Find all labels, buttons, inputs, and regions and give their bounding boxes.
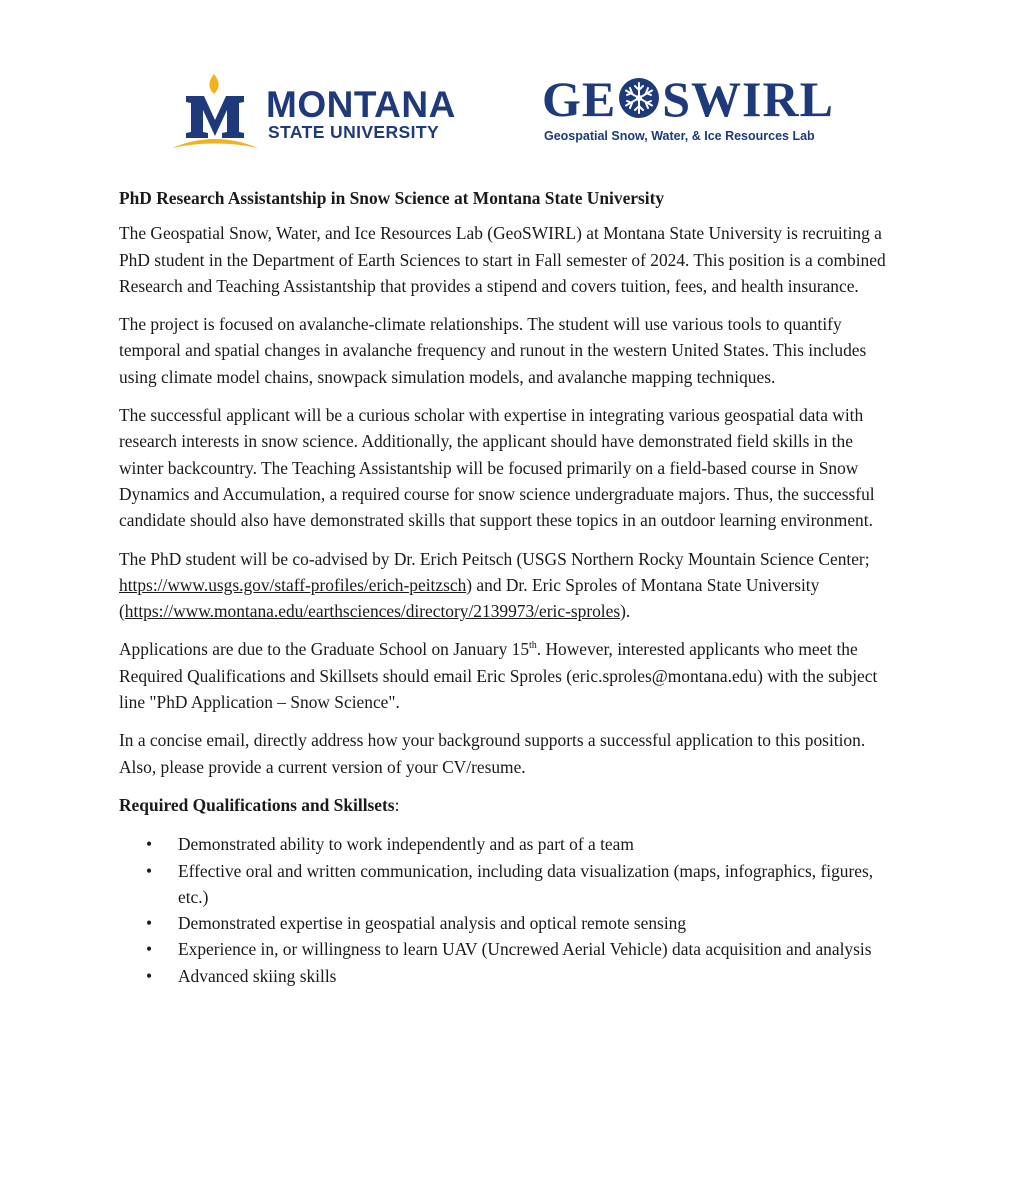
- msu-profile-link[interactable]: https://www.montana.edu/earthsciences/directory/2139973/eric-sproles: [124, 601, 621, 622]
- paragraph-intro: The Geospatial Snow, Water, and Ice Resources Lab (GeoSWIRL) at Montana State University is recruiting a PhD student in the Department of Earth Sciences to start in Fall semester of 2024. This position is a combined Research and Teaching Assistantship that provides a stipend and covers tuition, fees, and health insurance.: [119, 223, 886, 296]
- bullet-icon: •: [146, 860, 153, 881]
- msu-mark-icon: [170, 72, 260, 152]
- applications-text-b: . However, interested applicants who meet the Required Qualifications and Skillsets should email Eric Sproles (eric.sproles@montana.edu) with the subject line "PhD Application – Snow Science".: [119, 639, 878, 713]
- list-item: [119, 858, 894, 911]
- bullet-icon: •: [146, 939, 153, 960]
- list-item-text: Demonstrated expertise in geospatial analysis and optical remote sensing: [178, 913, 687, 934]
- paragraph-advisors: [119, 546, 894, 625]
- list-item-text: Demonstrated ability to work independently and as part of a team: [178, 834, 634, 855]
- list-item: [119, 831, 894, 857]
- header-logos: [0, 66, 1009, 156]
- usgs-profile-link[interactable]: https://www.usgs.gov/staff-profiles/erich-peitzsch: [119, 574, 467, 595]
- paragraph-project: The project is focused on avalanche-climate relationships. The student will use various tools to quantify temporal and spatial changes in avalanche frequency and runout in the western United States. This includes using climate model chains, snowpack simulation models, and avalanche mapping techniques.: [119, 314, 867, 387]
- list-item-text: Advanced skiing skills: [178, 965, 337, 986]
- msu-logo-line2: STATE UNIVERSITY: [268, 122, 440, 142]
- requirements-heading-suffix: :: [394, 794, 400, 815]
- document-body: [119, 185, 894, 989]
- ordinal-suffix: th: [529, 640, 537, 652]
- paragraph-email: In a concise email, directly address how your background supports a successful application to this position. Also, please provide a current version of your CV/resume.: [119, 730, 866, 777]
- applications-text-a: Applications are due to the Graduate School on January 15: [119, 639, 530, 660]
- advisors-text-a: The PhD student will be co-advised by Dr. Erich Peitsch (USGS Northern Rocky Mountain Science Center;: [119, 548, 870, 569]
- paragraph-applicant: The successful applicant will be a curious scholar with expertise in integrating various geospatial data with research interests in snow science. Additionally, the applicant should have demonstrated field skills in the winter backcountry. The Teaching Assistantship will be focused primarily on a field-based course in Snow Dynamics and Accumulation, a required course for snow science undergraduate majors. Thus, the successful candidate should also have demonstrated skills that support these topics in an outdoor learning environment.: [119, 405, 875, 531]
- list-item: [119, 910, 894, 936]
- list-item-text: Effective oral and written communication, including data visualization (maps, infographics, figures, etc.): [178, 860, 874, 907]
- advisors-text-c: ).: [620, 601, 631, 622]
- list-item: [119, 963, 894, 989]
- list-item: [119, 936, 894, 962]
- msu-logo-line1: MONTANA: [266, 84, 456, 125]
- geoswirl-subtitle: Geospatial Snow, Water, & Ice Resources Lab: [544, 129, 815, 143]
- snowflake-icon: [618, 77, 660, 119]
- document-title: PhD Research Assistantship in Snow Science at Montana State University: [119, 188, 665, 208]
- msu-logo: [170, 72, 470, 152]
- requirements-heading: [119, 792, 894, 818]
- geoswirl-word-before: GE: [542, 71, 617, 127]
- bullet-icon: •: [146, 965, 153, 986]
- geoswirl-logo: [542, 71, 872, 154]
- bullet-icon: •: [146, 834, 153, 855]
- list-item-text: Experience in, or willingness to learn UAV (Uncrewed Aerial Vehicle) data acquisition and analysis: [178, 939, 872, 960]
- geoswirl-word-after: SWIRL: [662, 71, 834, 127]
- requirements-heading-text: Required Qualifications and Skillsets: [119, 794, 395, 815]
- advisors-text-b: ) and Dr. Eric Sproles of Montana State University (: [119, 574, 820, 622]
- paragraph-applications: [119, 636, 894, 715]
- bullet-icon: •: [146, 913, 153, 934]
- requirements-list: [119, 831, 894, 989]
- geoswirl-wordmark: [542, 71, 834, 127]
